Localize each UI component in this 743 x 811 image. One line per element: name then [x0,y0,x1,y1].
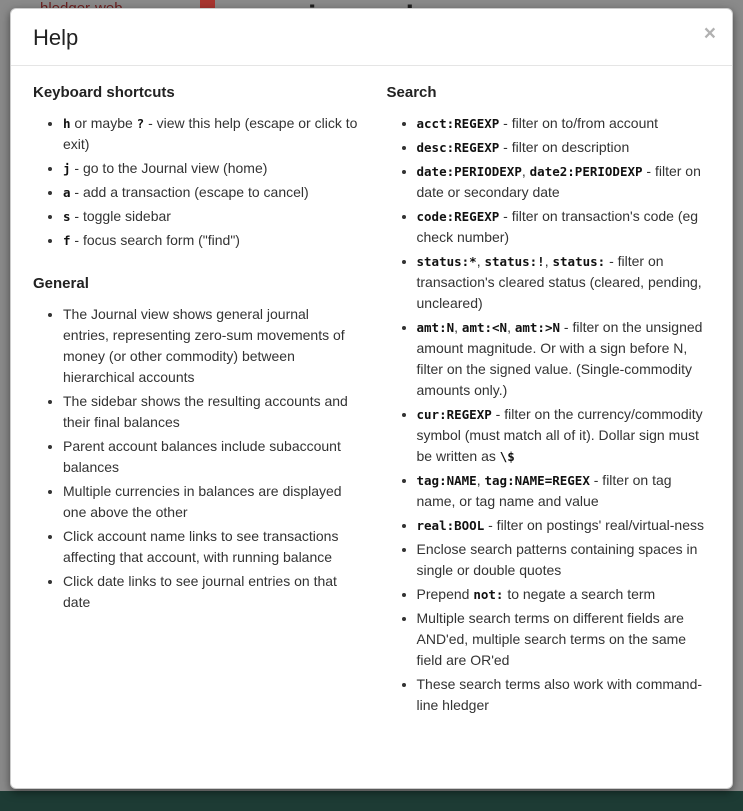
left-column [33,84,359,740]
code-token: date2:PERIODEXP [529,164,643,180]
keyboard-shortcuts-list [33,113,359,251]
text-segment: , [476,253,485,270]
text-segment: to negate a search term [503,586,656,603]
text-segment: - filter on tag name, or tag name and value [416,472,672,510]
text-segment: - go to the Journal view (home) [70,160,268,177]
text-segment: , [454,319,462,336]
code-token: amt:<N [461,320,508,336]
list-item [63,182,359,203]
list-item [63,206,359,227]
text-segment: Click date links to see journal entries on that date [63,573,337,611]
list-item [63,113,359,155]
list-item [417,584,713,605]
text-segment: - view this help (escape or click to exit) [63,115,358,153]
list-item [417,404,713,467]
code-token: a [63,185,71,201]
code-token: code:REGEXP [416,209,500,225]
code-token: tag:NAME=REGEX [484,473,590,489]
code-token: h [63,116,71,132]
section-heading-search: Search [386,84,437,102]
text-segment: Prepend [416,586,474,603]
text-segment: Multiple search terms on different fields are AND'ed, multiple search terms on the same field are OR'ed [416,610,687,669]
modal-title: Help [33,25,79,50]
list-item [63,481,359,523]
text-segment: Click account name links to see transactions affecting that account, with running balance [63,528,339,566]
list-item [63,304,359,388]
background-footer [0,791,743,811]
modal-header [11,9,732,66]
code-token: not: [473,587,504,603]
text-segment: , [521,163,530,180]
text-segment: These search terms also work with command-line hledger [416,676,703,714]
code-token: status:* [416,254,477,270]
close-button[interactable]: × [703,22,716,45]
code-token: amt:>N [514,320,561,336]
text-segment: Enclose search patterns containing spaces in single or double quotes [416,541,698,579]
code-token: cur:REGEXP [416,407,492,423]
text-segment: - filter on date or secondary date [416,163,701,201]
text-segment: - filter on postings' real/virtual-ness [484,517,704,534]
text-segment: , [476,472,485,489]
code-token: status: [552,254,606,270]
list-item [417,674,713,716]
code-token: \$ [499,449,515,465]
text-segment: - focus search form ("find") [70,232,240,249]
list-item [63,571,359,613]
list-item [63,436,359,478]
list-item [417,539,713,581]
search-list [387,113,713,716]
code-token: status:! [484,254,545,270]
modal-body [11,66,732,750]
text-segment: The sidebar shows the resulting accounts and their final balances [63,393,348,431]
general-list [33,304,359,613]
list-item [63,230,359,251]
text-segment: Parent account balances include subaccount balances [63,438,341,476]
section-heading-keyboard-shortcuts: Keyboard shortcuts [33,84,175,102]
text-segment: or maybe [70,115,137,132]
list-item [63,158,359,179]
text-segment: - filter on description [499,139,630,156]
code-token: ? [136,116,145,132]
help-modal [10,8,733,789]
list-item [417,137,713,158]
list-item [417,251,713,314]
list-item [417,470,713,512]
text-segment: - add a transaction (escape to cancel) [70,184,309,201]
code-token: tag:NAME [416,473,477,489]
text-segment: - filter on the unsigned amount magnitude. Or with a sign before N, filter on the signed value. (Single-commodity amounts only.) [416,319,703,399]
code-token: amt:N [416,320,455,336]
text-segment: - filter on transaction's code (eg check number) [416,208,699,246]
list-item [63,391,359,433]
text-segment: - toggle sidebar [70,208,171,225]
code-token: desc:REGEXP [416,140,500,156]
text-segment: - filter on the currency/commodity symbol (must match all of it). Dollar sign must be written as [416,406,703,465]
list-item [417,206,713,248]
list-item [63,526,359,568]
code-token: j [63,161,71,177]
code-token: s [63,209,71,225]
code-token: date:PERIODEXP [416,164,522,180]
list-item [417,608,713,671]
code-token: f [63,233,71,249]
right-column [387,84,713,740]
text-segment: - filter on transaction's cleared status (cleared, pending, uncleared) [416,253,702,312]
list-item [417,161,713,203]
code-token: acct:REGEXP [416,116,500,132]
text-segment: Multiple currencies in balances are displayed one above the other [63,483,342,521]
text-segment: - filter on to/from account [499,115,659,132]
code-token: real:BOOL [416,518,485,534]
text-segment: , [507,319,515,336]
list-item [417,317,713,401]
text-segment: The Journal view shows general journal entries, representing zero-sum movements of money (or other commodity) between hierarchical accounts [63,306,345,386]
list-item [417,113,713,134]
text-segment: , [544,253,553,270]
section-heading-general: General [33,275,89,293]
list-item [417,515,713,536]
